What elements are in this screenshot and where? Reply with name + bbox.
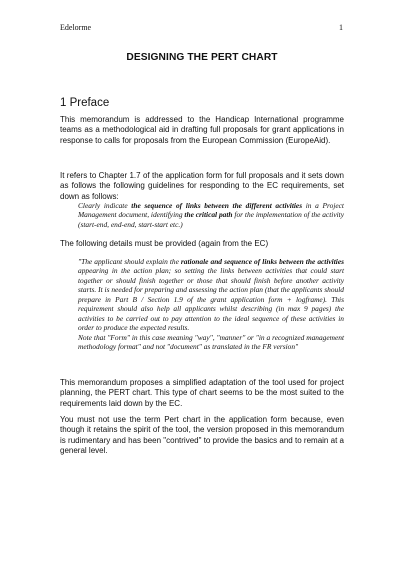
quote-ec-guideline-text: in a Project Management document, identifying	[78, 201, 344, 220]
quote-ec-details-emphasis: rationale and sequence of links between the activities	[180, 257, 344, 266]
header-author: Edelorme	[60, 23, 92, 32]
quote-ec-guideline-text: for the implementation of the activity (start-end, end-end, start-start etc.)	[78, 210, 344, 229]
paragraph-details: The following details must be provided (again from the EC)	[60, 239, 269, 248]
quote-ec-details-text: "The applicant should explain the	[78, 257, 181, 266]
quote-ec-details-text: appearing in the action plan; so setting the links between activities that could start together or should finish together or those that should finish before another activity starts. It is needed for preparing and assessing the action plan (that the applicants should prepare in Part B / Section 1.9 of the grant application form + logframe). This requirement should also help all applicants whilst describing (in max 9 pages) the activities to be carried out to pay attention to the ideal sequence of these activities in order to produce the expected results.	[78, 266, 344, 333]
quote-ec-guideline-emphasis: the critical path	[184, 210, 233, 220]
document-title: DESIGNING THE PERT CHART	[126, 52, 278, 63]
section-heading: 1 Preface	[60, 97, 110, 109]
header-page-number: 1	[339, 23, 343, 32]
paragraph-reference: It refers to Chapter 1.7 of the application form for full proposals and it sets down as follows the following guidelines for responding to the EC requirements, set down as follows:	[60, 171, 344, 201]
paragraph-intro: This memorandum is addressed to the Handicap International programme teams as a methodological aid in drafting full proposals for grant applications in response to calls for proposals from the European Commission (EuropeAid).	[60, 115, 344, 145]
quote-ec-details	[78, 257, 344, 352]
quote-ec-guideline	[78, 201, 344, 229]
quote-ec-details-note: Note that "Form" in this case meaning "way", "manner" or "in a recognized management methodology format" and not "document" as translated in the FR version"	[78, 332, 344, 352]
quote-ec-guideline-text: Clearly indicate	[78, 201, 132, 210]
paragraph-proposal: This memorandum proposes a simplified adaptation of the tool used for project planning, the PERT chart. This type of chart seems to be the most suited to the requirements laid down by the EC.	[60, 378, 344, 408]
quote-ec-guideline-emphasis: the sequence of links between the different activities	[131, 201, 303, 210]
paragraph-warning: You must not use the term Pert chart in the application form because, even though it retains the spirit of the tool, the version proposed in this memorandum is rudimentary and has been "contrived" to provide the basics and to remain at a general level.	[60, 415, 344, 455]
